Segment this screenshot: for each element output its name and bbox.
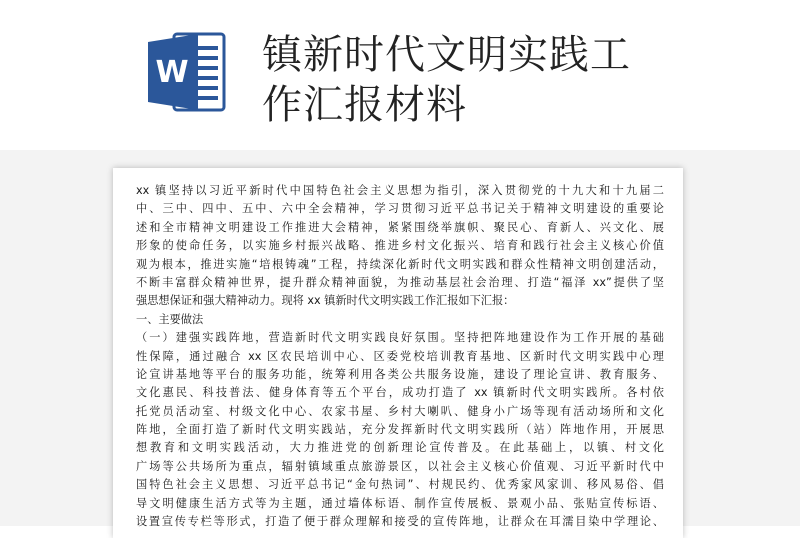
word-document-icon — [146, 32, 228, 112]
body-line: 文化惠民、科技普法、健身体育等五个平台，成功打造了 xx 镇新时代文明实践所。各村依 — [136, 386, 664, 400]
body-line: 导文明健康生活方式等为主题，通过墙体标语、制作宣传展板、景观小品、张贴宣传标语、 — [136, 496, 664, 510]
body-line: 强思想保证和强大精神动力。现将 xx 镇新时代文明实践工作汇报如下汇报： — [136, 294, 515, 308]
word-icon-letter: W — [155, 55, 189, 90]
body-line: 观为根本，推进实施“培根铸魂”工程，持续深化新时代文明实践和群众性精神文明创建活动， — [136, 257, 664, 271]
body-line: 阵地，全面打造了新时代文明实践站，充分发挥新时代文明实践所（站）阵地作用，开展思 — [136, 423, 664, 437]
document-body — [136, 182, 664, 531]
body-line: 性保障，通过融合 xx 区农民培训中心、区委党校培训教育基地、区新时代文明实践中心理 — [136, 349, 664, 363]
body-line: 想教育和文明实践活动，大力推进党的创新理论宣传普及。在此基础上，以镇、村文化 — [136, 441, 664, 455]
body-line: xx 镇坚持以习近平新时代中国特色社会主义思想为指引，深入贯彻党的十九大和十九届二 — [136, 184, 664, 197]
document-title-line-1: 镇新时代文明实践工 — [262, 32, 631, 78]
body-line: 一、主要做法 — [136, 312, 204, 326]
body-line: 广场等公共场所为重点，辐射镇域重点旅游景区，以社会主义核心价值观、习近平新时代中 — [136, 459, 664, 473]
document-page — [113, 168, 683, 538]
header — [0, 0, 800, 150]
body-line: 中、三中、四中、五中、六中全会精神，学习贯彻习近平总书记关于精神文明建设的重要论 — [136, 202, 664, 216]
body-line: 国特色社会主义思想、习近平总书记“金句热词”、村规民约、优秀家风家训、移风易俗、倡 — [136, 478, 664, 492]
body-line: 述和全市精神文明建设工作推进大会精神，紧紧围绕举旗帜、聚民心、育新人、兴文化、展 — [136, 220, 664, 234]
body-line: 形象的使命任务，以实施乡村振兴战略、推进乡村文化振兴、培育和践行社会主义核心价值 — [136, 239, 664, 253]
body-line: 论宣讲基地等平台的服务功能，统筹利用各类公共服务设施，建设了理论宣讲、教育服务、 — [136, 367, 664, 381]
body-line: （一）建强实践阵地，营造新时代文明实践良好氛围。坚持把阵地建设作为工作开展的基础 — [136, 331, 664, 345]
body-line: 托党员活动室、村级文化中心、农家书屋、乡村大喇叭、健身小广场等现有活动场所和文化 — [136, 404, 664, 418]
document-title-line-2: 作汇报材料 — [262, 82, 467, 128]
body-line: 不断丰富群众精神世界，提升群众精神面貌，为推动基层社会治理、打造“福泽 xx”提供了坚 — [136, 275, 664, 289]
body-line: 设置宣传专栏等形式，打造了便于群众理解和接受的宣传阵地，让群众在耳濡目染中学理论、 — [136, 515, 664, 529]
document-title — [262, 30, 732, 130]
